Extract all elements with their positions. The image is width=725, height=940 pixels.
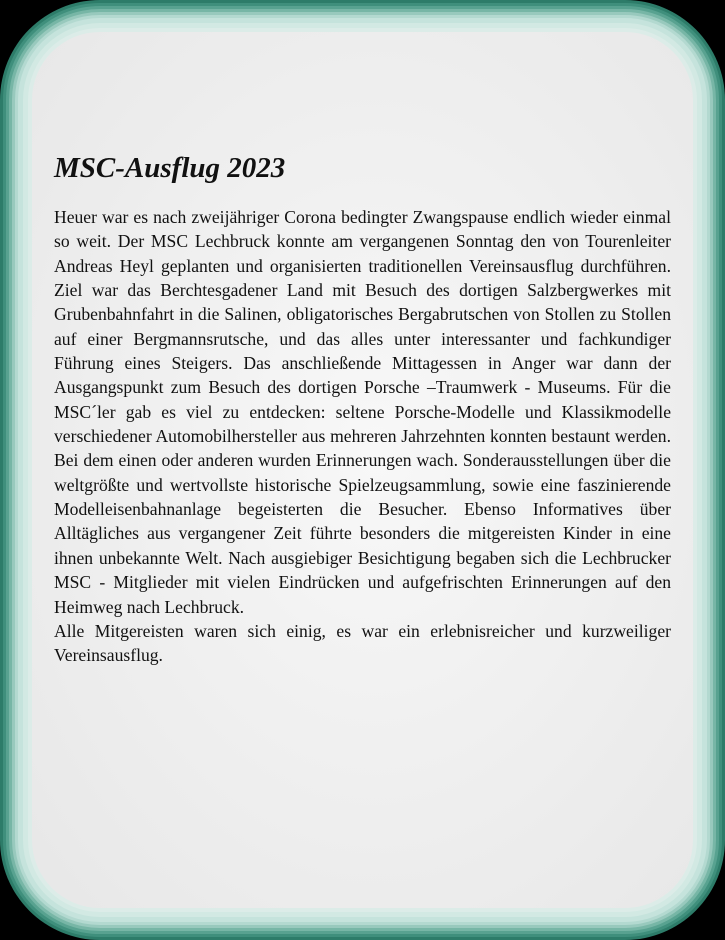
article-paragraph-main: Heuer war es nach zweijähriger Corona bedingter Zwangspause endlich wieder einmal so weit. Der MSC Lechbruck konnte am vergangenen Sonntag den von Tourenleiter Andreas Heyl geplanten und organisierten traditionellen Vereinsausflug durchführen. Ziel war das Berchtesgadener Land mit Besuch des dortigen Salzbergwerkes mit Grubenbahnfahrt in die Salinen, obligatorisches Bergabrutschen von Stollen zu Stollen auf einer Bergmannsrutsche, und das alles unter interessanter und fachkundiger Führung eines Steigers. Das anschließende Mittagessen in Anger war dann der Ausgangspunkt zum Besuch des dortigen Porsche –Traumwerk - Museums. Für die MSC´ler gab es viel zu entdecken: seltene Porsche-Modelle und Klassikmodelle verschiedener Automobilhersteller aus mehreren Jahrzehnten konnten bestaunt werden. Bei dem einen oder anderen wurden Erinnerungen wach. Sonderausstellungen über die weltgrößte und wertvollste historische Spielzeugsammlung, sowie eine faszinierende Modelleisenbahnanlage begeisterten die Besucher. Ebenso Informatives über Alltägliches aus vergangener Zeit führte besonders die mitgereisten Kinder in eine ihnen unbekannte Welt. Nach ausgiebiger Besichtigung begaben sich die Lechbrucker MSC - Mitglieder mit vielen Eindrücken und aufgefrischten Erinnerungen auf den Heimweg nach Lechbruck.: [54, 207, 671, 617]
article: [54, 148, 671, 668]
article-title: MSC-Ausflug 2023: [54, 152, 286, 184]
article-paragraph-closing: Alle Mitgereisten waren sich einig, es war ein erlebnisreicher und kurzweiliger Vereinsausflug.: [54, 620, 671, 666]
